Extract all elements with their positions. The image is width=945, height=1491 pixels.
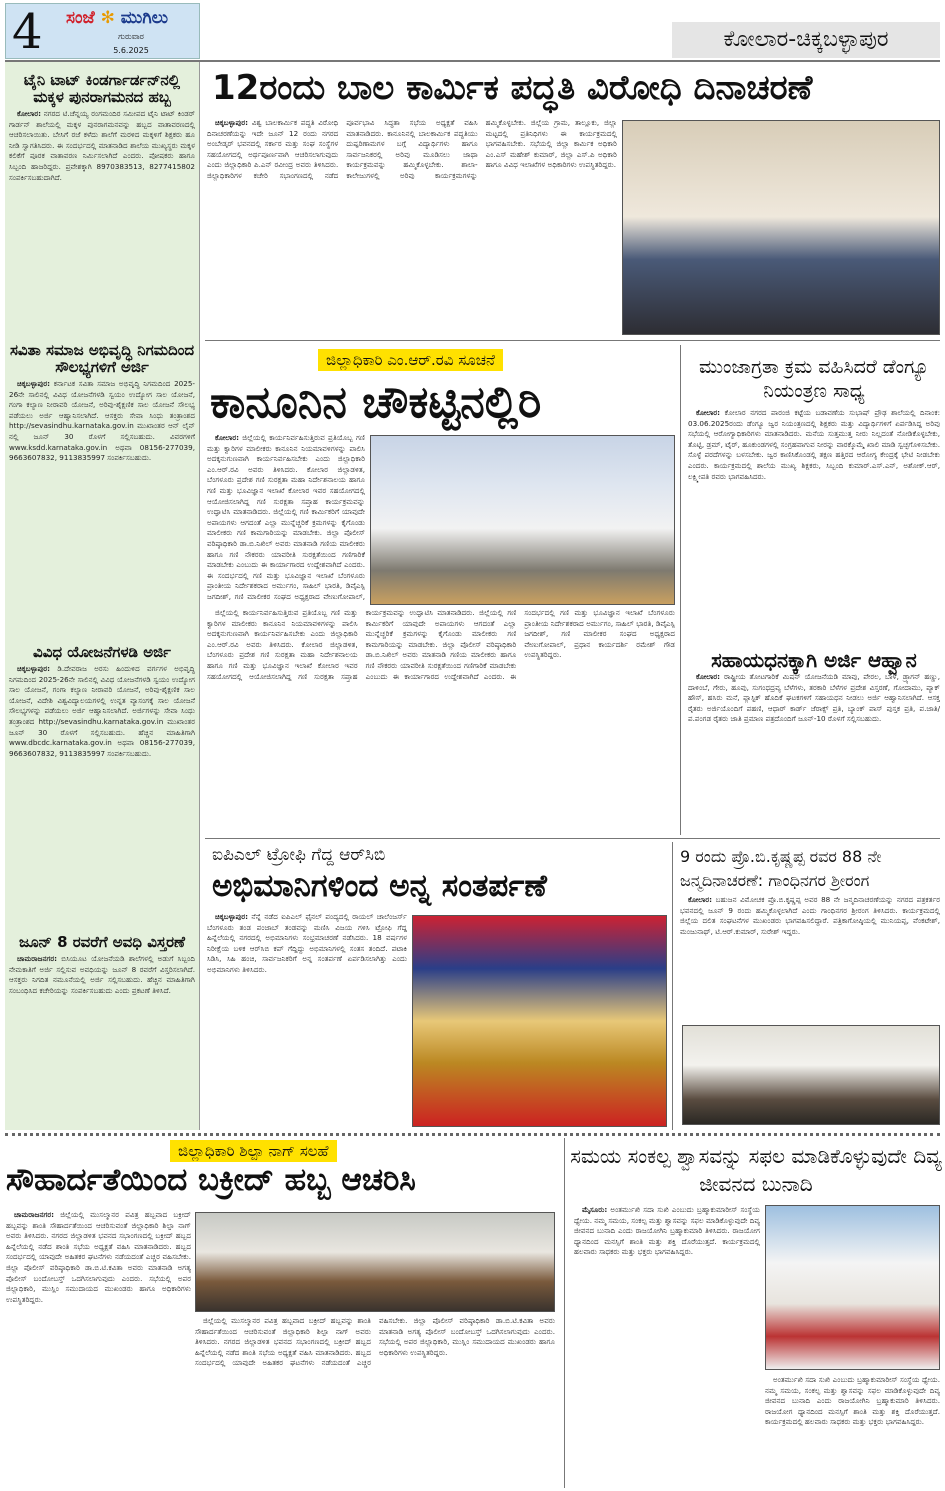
brief-headline: ಟೈನಿ ಟಾಟ್ ಕಿಂಡರ್ಗಾರ್ಡನ್‌ನಲ್ಲಿ ಮಕ್ಕಳ ಪುನರಾಗಮನದ ಹಬ್ಬ	[23, 71, 181, 106]
divider	[672, 842, 673, 1130]
brief	[9, 66, 195, 336]
day-label: ಗುರುವಾರ	[118, 32, 144, 41]
divider	[564, 1138, 565, 1488]
masthead	[5, 3, 200, 59]
brief	[9, 638, 195, 928]
story7-kicker: ಜಿಲ್ಲಾಧಿಕಾರಿ ಶಿಲ್ಪಾ ನಾಗ್ ಸಲಹೆ	[170, 1140, 337, 1162]
brief-body: ಚಿಕ್ಕಬಳ್ಳಾಪುರ: ಡಿ.ದೇವರಾಜ ಅರಸು ಹಿಂದುಳಿದ ವರ್ಗಗಳ ಅಭಿವೃದ್ಧಿ ನಿಗಮದಿಂದ 2025-26ನೇ ಸಾಲಿನಲ್ಲಿ ವಿವಿಧ ಯೋಜನೆಗಳಡಿ ಸ್ವಯಂ ಉದ್ಯೋಗ ಸಾಲ ಯೋಜನೆ, ಗಂಗಾ ಕಲ್ಯಾಣ ನೀರಾವರಿ ಯೋಜನೆ, ಅರಿವು-ಶೈಕ್ಷಣಿಕ ಸಾಲ ಯೋಜನೆ, ವಿದೇಶಿ ವಿಶ್ವವಿದ್ಯಾಲಯಗಳಲ್ಲಿ ಉನ್ನತ ವ್ಯಾಸಂಗಕ್ಕೆ ಸಾಲ ಯೋಜನೆ ಸೌಲಭ್ಯಗಳನ್ನು ಪಡೆಯಲು ಅರ್ಜಿ ಆಹ್ವಾನಿಸಲಾಗಿದೆ. ಅರ್ಜಿಗಳನ್ನು ಸೇವಾ ಸಿಂಧು ತಂತ್ರಾಂಶದ http://sevasindhu.karnataka.gov.in ಮುಖಾಂತರ ಜೂನ್ 30 ರೊಳಗೆ ಸಲ್ಲಿಸಬಹುದು. ಹೆಚ್ಚಿನ ಮಾಹಿತಿಗಾಗಿ www.dbcdc.karnataka.gov.in ಅಥವಾ 08156-277039, 9663607832, 9113835997 ಸಂಪರ್ಕಿಸಬಹುದು.	[9, 664, 195, 758]
story2-kicker: ಜಿಲ್ಲಾಧಿಕಾರಿ ಎಂ.ಆರ್.ರವಿ ಸೂಚನೆ	[318, 349, 503, 371]
story7-headline: ಸೌಹಾರ್ದತೆಯಿಂದ ಬಕ್ರೀದ್ ಹಬ್ಬ ಆಚರಿಸಿ	[6, 1162, 416, 1198]
brief-headline: ಜೂನ್ 8 ರವರೆಗೆ ಅವಧಿ ವಿಸ್ತರಣೆ	[19, 933, 185, 951]
story4-headline: ಸಹಾಯಧನಕ್ಕಾಗಿ ಅರ್ಜಿ ಆಹ್ವಾನ	[711, 648, 917, 672]
story3-body: ಕೋಲಾರ: ಕೋಲಾರ ನಗರದ ಪಾರಂಜಿ ಕಟ್ಟೆಯ ಬಡಾವಣೆಯ ಸುಭಾಷ್ ಪ್ರೌಢ ಶಾಲೆಯಲ್ಲಿ ದಿನಾಂಕ: 03.06.2025ರಂದು ಡೆಂಗ್ಯೂ ಜ್ವರ ನಿಯಂತ್ರಣದಲ್ಲಿ ಶಿಕ್ಷಕರು ಮತ್ತು ವಿದ್ಯಾರ್ಥಿಗಳಿಗೆ ಏರ್ಪಡಿಸಿದ್ದ ಅರಿವು ಸಭೆಯಲ್ಲಿ ಆರೋಗ್ಯಾಧಿಕಾರಿಗಳು ಮಾತನಾಡಿದರು. ಮನೆಯ ಸುತ್ತಮುತ್ತ ನೀರು ನಿಲ್ಲದಂತೆ ನೋಡಿಕೊಳ್ಳಬೇಕು, ತೊಟ್ಟಿ, ಡ್ರಮ್, ಟೈರ್, ಹೂಕುಂಡಗಳಲ್ಲಿ ಸಂಗ್ರಹವಾಗುವ ನೀರನ್ನು ವಾರಕ್ಕೊಮ್ಮೆ ಖಾಲಿ ಮಾಡಿ ಸ್ವಚ್ಛಗೊಳಿಸಬೇಕು. ಸೊಳ್ಳೆ ಪರದೆಗಳನ್ನು ಬಳಸಬೇಕು. ಜ್ವರ ಕಾಣಿಸಿಕೊಂಡಲ್ಲಿ ತಕ್ಷಣ ಹತ್ತಿರದ ಆರೋಗ್ಯ ಕೇಂದ್ರಕ್ಕೆ ಭೇಟಿ ನೀಡಬೇಕು ಎಂದರು. ಕಾರ್ಯಕ್ರಮದಲ್ಲಿ ಶಾಲೆಯ ಮುಖ್ಯ ಶಿಕ್ಷಕರು, ಸಿಬ್ಬಂದಿ ಕುಮಾರ್.ಎಸ್.ಎನ್, ಅಶೋಕ್.ಆರ್, ಲಕ್ಷ್ಮೀಪತಿ ರವರು ಭಾಗವಹಿಸಿದರು.	[688, 408, 940, 481]
section-title: ಕೋಲಾರ-ಚಿಕ್ಕಬಳ್ಳಾಪುರ	[672, 22, 940, 58]
story1-headline: 12ರಂದು ಬಾಲ ಕಾರ್ಮಿಕ ಪದ್ಧತಿ ವಿರೋಧಿ ದಿನಾಚರಣೆ	[212, 68, 813, 108]
story5-body: ಚಿಕ್ಕಬಳ್ಳಾಪುರ: ನೆನ್ನೆ ನಡೆದ ಐಪಿಎಲ್ ಫೈನಲ್ ಪಂದ್ಯದಲ್ಲಿ ರಾಯಲ್ ಚಾಲೆಂಜರ್ಸ್ ಬೆಂಗಳೂರು ತಂಡ ಪಂಜಾಬ್ ತಂಡವನ್ನು ಮಣಿಸಿ ವಿಜಯ ಗಳಿಸಿ ಟ್ರೋಫಿ ಗೆದ್ದ ಹಿನ್ನೆಲೆಯಲ್ಲಿ ನಗರದಲ್ಲಿ ಅಭಿಮಾನಿಗಳು ಸಂಭ್ರಮಾಚರಣೆ ನಡೆಸಿದರು. 18 ವರ್ಷಗಳ ನಿರೀಕ್ಷೆಯ ಬಳಿಕ ಆರ್‌ಸಿಬಿ ಕಪ್ ಗೆದ್ದಿದ್ದು ಅಭಿಮಾನಿಗಳಲ್ಲಿ ಸಂತಸ ತಂದಿದೆ. ಪಟಾಕಿ ಸಿಡಿಸಿ, ಸಿಹಿ ಹಂಚಿ, ಸಾರ್ವಜನಿಕರಿಗೆ ಅನ್ನ ಸಂತರ್ಪಣೆ ಏರ್ಪಡಿಸಲಾಗಿತ್ತು ಎಂದು ಅಭಿಮಾನಿಗಳು ತಿಳಿಸಿದರು.	[207, 912, 407, 974]
story3-headline: ಮುಂಜಾಗ್ರತಾ ಕ್ರಮ ವಹಿಸಿದರೆ ಡೆಂಗ್ಯೂ ನಿಯಂತ್ರಣ ಸಾಧ್ಯ	[698, 356, 930, 402]
story2-body-b: ಜಿಲ್ಲೆಯಲ್ಲಿ ಕಾರ್ಯನಿರ್ವಹಿಸುತ್ತಿರುವ ಪ್ರತಿಯೊಬ್ಬ ಗಣಿ ಮತ್ತು ಕ್ವಾರಿಗಳ ಮಾಲೀಕರು ಕಾನೂನಿನ ನಿಯಮಾವಳಿಗಳನ್ನು ಪಾಲಿಸಿ ಅದಕ್ಕನುಗುಣವಾಗಿ ಕಾರ್ಯನಿರ್ವಹಿಸಬೇಕು ಎಂದು ಜಿಲ್ಲಾಧಿಕಾರಿ ಎಂ.ಆರ್.ರವಿ ಅವರು ತಿಳಿಸಿದರು. ಕೋಲಾರ ಜಿಲ್ಲಾಡಳಿತ, ಬೆಂಗಳೂರು ಪ್ರದೇಶ ಗಣಿ ಸುರಕ್ಷತಾ ಮಹಾ ನಿರ್ದೇಶನಾಲಯ ಹಾಗೂ ಗಣಿ ಮತ್ತು ಭೂವಿಜ್ಞಾನ ಇಲಾಖೆ ಕೋಲಾರ ಇವರ ಸಹಯೋಗದಲ್ಲಿ ಆಯೋಜಿಸಲಾಗಿದ್ದ ಗಣಿ ಸುರಕ್ಷತಾ ಸಪ್ತಾಹ ಕಾರ್ಯಕ್ರಮವನ್ನು ಉದ್ಘಾಟಿಸಿ ಮಾತನಾಡಿದರು. ಜಿಲ್ಲೆಯಲ್ಲಿ ಗಣಿ ಕಾರ್ಮಿಕರಿಗೆ ಯಾವುದೇ ಅಪಾಯಗಳು ಆಗದಂತೆ ಎಲ್ಲಾ ಮುನ್ನೆಚ್ಚರಿಕೆ ಕ್ರಮಗಳನ್ನು ಕೈಗೊಂಡು ಮಾಲೀಕರು ಗಣಿ ಕಾಮಗಾರಿಯನ್ನು ಮಾಡಬೇಕು. ಜಿಲ್ಲಾ ಪೊಲೀಸ್ ವರಿಷ್ಠಾಧಿಕಾರಿ ಡಾ.ಬಿ.ನಿಖಿಲ್ ಅವರು ಮಾತನಾಡಿ ಗಣಿಯ ಮಾಲೀಕರು ಹಾಗೂ ಗಣಿ ನೌಕರರು ಯಾವರೀತಿ ಸುರಕ್ಷತೆಯಿಂದ ಗಣಿಗಾರಿಕೆ ಮಾಡಬೇಕು ಎಂಬುದು ಈ ಕಾರ್ಯಾಗಾರದ ಉದ್ದೇಶವಾಗಿದೆ ಎಂದರು. ಈ ಸಂದರ್ಭದಲ್ಲಿ ಗಣಿ ಮತ್ತು ಭೂವಿಜ್ಞಾನ ಇಲಾಖೆ ಬೆಂಗಳೂರು ಪ್ರಾಂತೀಯ ನಿರ್ದೇಶಕರಾದ ಅರ್ಮುಗಂ, ಸಾಹಿಲ್ ಭಾರತಿ, ಡಿವೈಎಸ್ಪಿ ಜಗದೀಶ್, ಗಣಿ ಮಾಲೀಕರ ಸಂಘದ ಅಧ್ಯಕ್ಷರಾದ ವೇಣುಗೋಪಾಲ್, ಪ್ರಧಾನ ಕಾರ್ಯದರ್ಶಿ ರಮೇಶ್ ಗೌಡ ಉಪಸ್ಥಿತರಿದ್ದರು.	[207, 608, 675, 681]
brief-body: ಚಾಮರಾಜನಗರ: ಬಿಸಿಯೂಟ ಯೋಜನೆಯಡಿ ಶಾಲೆಗಳಲ್ಲಿ ಅಡುಗೆ ಸಿಬ್ಬಂದಿ ನೇಮಕಾತಿಗೆ ಅರ್ಜಿ ಸಲ್ಲಿಸುವ ಅವಧಿಯನ್ನು ಜೂನ್ 8 ರವರೆಗೆ ವಿಸ್ತರಿಸಲಾಗಿದೆ. ಆಸಕ್ತರು ನಿಗದಿತ ನಮೂನೆಯಲ್ಲಿ ಅರ್ಜಿ ಸಲ್ಲಿಸಬಹುದು. ಹೆಚ್ಚಿನ ಮಾಹಿತಿಗಾಗಿ ಸಂಬಂಧಿಸಿದ ಕಚೇರಿಯನ್ನು ಸಂಪರ್ಕಿಸಬಹುದು ಎಂದು ಪ್ರಕಟಣೆ ತಿಳಿಸಿದೆ.	[9, 954, 195, 995]
story8-body-a: ಮೈಸೂರು: ಅಂತರ್ಮುಖಿ ಸದಾ ಸುಖಿ ಎಂಬುದು ಬ್ರಹ್ಮಾಕುಮಾರೀಸ್ ಸಂಸ್ಥೆಯ ಧ್ಯೇಯ. ನಮ್ಮ ಸಮಯ, ಸಂಕಲ್ಪ ಮತ್ತು ಶ್ವಾಸವನ್ನು ಸಫಲ ಮಾಡಿಕೊಳ್ಳುವುದೇ ದಿವ್ಯ ಜೀವನದ ಬುನಾದಿ ಎಂದು ರಾಜಯೋಗಿನಿ ಬ್ರಹ್ಮಾಕುಮಾರಿ ತಿಳಿಸಿದರು. ರಾಜಯೋಗ ಧ್ಯಾನದಿಂದ ಮನಸ್ಸಿಗೆ ಶಾಂತಿ ಮತ್ತು ಶಕ್ತಿ ದೊರೆಯುತ್ತದೆ. ಕಾರ್ಯಕ್ರಮದಲ್ಲಿ ಹಲವಾರು ಸಾಧಕರು ಮತ್ತು ಭಕ್ತರು ಭಾಗವಹಿಸಿದ್ದರು.	[574, 1205, 760, 1257]
story6-headline: 9 ರಂದು ಪ್ರೊ.ಬಿ.ಕೃಷ್ಣಪ್ಪ ರವರ 88 ನೇ ಜನ್ಮದಿನಾಚರಣೆ: ಗಾಂಧಿನಗರ ಶ್ರೀರಂಗ	[680, 847, 882, 890]
brief-headline: ಸವಿತಾ ಸಮಾಜ ಅಭಿವೃದ್ಧಿ ನಿಗಮದಿಂದ ಸೌಲಭ್ಯಗಳಿಗೆ ಅರ್ಜಿ	[9, 341, 195, 376]
brief	[9, 336, 195, 638]
story7-body-a: ಚಾಮರಾಜನಗರ: ಜಿಲ್ಲೆಯಲ್ಲಿ ಮುಸಲ್ಮಾನರ ಪವಿತ್ರ ಹಬ್ಬವಾದ ಬಕ್ರೀದ್ ಹಬ್ಬವನ್ನು ಶಾಂತಿ ಸೌಹಾರ್ದತೆಯಿಂದ ಆಚರಿಸುವಂತೆ ಜಿಲ್ಲಾಧಿಕಾರಿ ಶಿಲ್ಪಾ ನಾಗ್ ಅವರು ತಿಳಿಸಿದರು. ನಗರದ ಜಿಲ್ಲಾಡಳಿತ ಭವನದ ಸಭಾಂಗಣದಲ್ಲಿ ಬಕ್ರೀದ್ ಹಬ್ಬದ ಹಿನ್ನೆಲೆಯಲ್ಲಿ ನಡೆದ ಶಾಂತಿ ಸಭೆಯ ಅಧ್ಯಕ್ಷತೆ ವಹಿಸಿ ಮಾತನಾಡಿದರು. ಹಬ್ಬದ ಸಂದರ್ಭದಲ್ಲಿ ಯಾವುದೇ ಅಹಿತಕರ ಘಟನೆಗಳು ನಡೆಯದಂತೆ ಎಚ್ಚರ ವಹಿಸಬೇಕು. ಜಿಲ್ಲಾ ಪೊಲೀಸ್ ವರಿಷ್ಠಾಧಿಕಾರಿ ಡಾ.ಬಿ.ಟಿ.ಕವಿತಾ ಅವರು ಮಾತನಾಡಿ ಅಗತ್ಯ ಪೊಲೀಸ್ ಬಂದೋಬಸ್ತ್ ಒದಗಿಸಲಾಗುವುದು ಎಂದರು. ಸಭೆಯಲ್ಲಿ ಅಪರ ಜಿಲ್ಲಾಧಿಕಾರಿ, ಮುಸ್ಲಿಂ ಸಮುದಾಯದ ಮುಖಂಡರು ಹಾಗೂ ಅಧಿಕಾರಿಗಳು ಉಪಸ್ಥಿತರಿದ್ದರು.	[6, 1210, 191, 1304]
divider	[5, 1133, 940, 1136]
brief	[9, 934, 195, 998]
release-photo	[682, 1025, 940, 1125]
story2-headline: ಕಾನೂನಿನ ಚೌಕಟ್ಟಿನಲ್ಲಿರಿ	[210, 377, 542, 428]
story5-kicker: ಐಪಿಎಲ್ ಟ್ರೋಫಿ ಗೆದ್ದ ಆರ್‌ಸಿಬಿ	[212, 845, 386, 865]
event-photo	[370, 435, 675, 605]
left-briefs-column	[5, 62, 200, 1130]
date-label: 5.6.2025	[113, 46, 149, 55]
spiritual-event-photo	[765, 1205, 940, 1370]
divider	[680, 345, 681, 835]
story4-body: ಕೋಲಾರ: ರಾಷ್ಟ್ರೀಯ ತೋಟಗಾರಿಕೆ ಮಿಷನ್ ಯೋಜನೆಯಡಿ ಮಾವು, ಪೇರಲ, ಬಾಳೆ, ಡ್ರ್ಯಾಗನ್ ಹಣ್ಣು, ದಾಳಿಂಬೆ, ಗೇರು, ಹೂವು, ಸುಗಂಧದ್ರವ್ಯ ಬೆಳೆಗಳು, ತರಕಾರಿ ಬೆಳೆಗಳ ಪ್ರದೇಶ ವಿಸ್ತರಣೆ, ಗೋದಾಮು, ಪ್ಯಾಕ್ ಹೌಸ್, ಹಸಿರು ಮನೆ, ಪ್ಲಾಸ್ಟಿಕ್ ಹೊದಿಕೆ ಘಟಕಗಳಿಗೆ ಸಹಾಯಧನ ನೀಡಲು ಅರ್ಜಿ ಆಹ್ವಾನಿಸಲಾಗಿದೆ. ಆಸಕ್ತ ರೈತರು ಅರ್ಜಿಯೊಂದಿಗೆ ಪಹಣಿ, ಆಧಾರ್ ಕಾರ್ಡ್ ಜೆರಾಕ್ಸ್ ಪ್ರತಿ, ಬ್ಯಾಂಕ್ ಪಾಸ್ ಪುಸ್ತಕ ಪ್ರತಿ, ಪ.ಜಾತಿ/ಪ.ಪಂಗಡ ರೈತರು ಜಾತಿ ಪ್ರಮಾಣ ಪತ್ರದೊಂದಿಗೆ ಜೂನ್-10 ರೊಳಗೆ ಸಲ್ಲಿಸಬಹುದು.	[688, 672, 940, 724]
brief-headline: ವಿವಿಧ ಯೋಜನೆಗಳಡಿ ಅರ್ಜಿ	[33, 643, 171, 661]
story8-headline: ಸಮಯ ಸಂಕಲ್ಪ ಶ್ವಾಸವನ್ನು ಸಫಲ ಮಾಡಿಕೊಳ್ಳುವುದೇ ದಿವ್ಯ ಜೀವನದ ಬುನಾದಿ	[570, 1144, 942, 1196]
brief-body: ಚಿಕ್ಕಬಳ್ಳಾಪುರ: ಕರ್ನಾಟಕ ಸವಿತಾ ಸಮಾಜ ಅಭಿವೃದ್ಧಿ ನಿಗಮದಿಂದ 2025-26ನೇ ಸಾಲಿನಲ್ಲಿ ವಿವಿಧ ಯೋಜನೆಗಳಡಿ ಸ್ವಯಂ ಉದ್ಯೋಗ ಸಾಲ ಯೋಜನೆ, ಗಂಗಾ ಕಲ್ಯಾಣ ನೀರಾವರಿ ಯೋಜನೆ, ಅರಿವು-ಶೈಕ್ಷಣಿಕ ಸಾಲ ಯೋಜನೆ ಸೌಲಭ್ಯ ಪಡೆಯಲು ಅರ್ಜಿ ಆಹ್ವಾನಿಸಲಾಗಿದೆ. ಆಸಕ್ತರು ಸೇವಾ ಸಿಂಧು ತಂತ್ರಾಂಶದ http://sevasindhu.karnataka.gov.in ಮುಖಾಂತರ ಆನ್ ಲೈನ್ ನಲ್ಲಿ ಜೂನ್ 30 ರೊಳಗೆ ಸಲ್ಲಿಸಬಹುದು. ವಿವರಗಳಿಗೆ www.ksdd.karnataka.gov.in ಅಥವಾ 08156-277039, 9663607832, 9113835997 ಸಂಪರ್ಕಿಸಬಹುದು.	[9, 379, 195, 463]
rcb-fans-photo	[412, 915, 667, 1127]
story1-body: ಚಿಕ್ಕಬಳ್ಳಾಪುರ: ವಿಶ್ವ ಬಾಲಕಾರ್ಮಿಕ ಪದ್ಧತಿ ವಿರೋಧಿ ದಿನಾಚರಣೆಯನ್ನು ಇದೇ ಜೂನ್ 12 ರಂದು ನಗರದ ಅಂಬೇಡ್ಕರ್ ಭವನದಲ್ಲಿ ಸರ್ಕಾರ ಮತ್ತು ಸಂಘ ಸಂಸ್ಥೆಗಳ ಸಹಯೋಗದಲ್ಲಿ ಅರ್ಥಪೂರ್ಣವಾಗಿ ಆಚರಿಸಲಾಗುವುದು ಎಂದು ಜಿಲ್ಲಾಧಿಕಾರಿ ಪಿ.ಎನ್ ರವೀಂದ್ರ ಅವರು ತಿಳಿಸಿದರು. ಜಿಲ್ಲಾಧಿಕಾರಿಗಳ ಕಚೇರಿ ಸಭಾಂಗಣದಲ್ಲಿ ನಡೆದ ಪೂರ್ವಭಾವಿ ಸಿದ್ಧತಾ ಸಭೆಯ ಅಧ್ಯಕ್ಷತೆ ವಹಿಸಿ ಮಾತನಾಡಿದರು. ಕಾನೂನಿನಲ್ಲಿ ಬಾಲಕಾರ್ಮಿಕ ಪದ್ಧತಿಯು ದುಷ್ಪರಿಣಾಮಗಳ ಬಗ್ಗೆ ವಿದ್ಯಾರ್ಥಿಗಳು ಹಾಗೂ ಸಾರ್ವಜನಿಕರಲ್ಲಿ ಅರಿವು ಮೂಡಿಸಲು ಜಾಥಾ ಕಾರ್ಯಕ್ರಮವನ್ನು ಹಮ್ಮಿಕೊಳ್ಳಬೇಕು. ಶಾಲಾ-ಕಾಲೇಜುಗಳಲ್ಲಿ ಅರಿವು ಕಾರ್ಯಕ್ರಮಗಳನ್ನು ಹಮ್ಮಿಕೊಳ್ಳಬೇಕು. ಜಿಲ್ಲೆಯ ಗ್ರಾಮ, ತಾಲ್ಲೂಕು, ಜಿಲ್ಲಾ ಮಟ್ಟದಲ್ಲಿ ಪ್ರತಿನಿಧಿಗಳು ಈ ಕಾರ್ಯಕ್ರಮದಲ್ಲಿ ಭಾಗವಹಿಸಬೇಕು. ಸಭೆಯಲ್ಲಿ ಜಿಲ್ಲಾ ಕಾರ್ಮಿಕ ಅಧಿಕಾರಿ ಎಂ.ಎಸ್ ಮಹೇಶ್ ಕುಮಾರ್, ಜಿಲ್ಲಾ ಎಸ್.ಪಿ ಅಧಿಕಾರಿ ಹಾಗೂ ವಿವಿಧ ಇಲಾಖೆಗಳ ಅಧಿಕಾರಿಗಳು ಉಪಸ್ಥಿತರಿದ್ದರು.	[207, 118, 617, 180]
logo-part-b: ಮುಗಿಲು	[120, 8, 169, 28]
page-number: 4	[12, 4, 43, 60]
story7-body-b: ಜಿಲ್ಲೆಯಲ್ಲಿ ಮುಸಲ್ಮಾನರ ಪವಿತ್ರ ಹಬ್ಬವಾದ ಬಕ್ರೀದ್ ಹಬ್ಬವನ್ನು ಶಾಂತಿ ಸೌಹಾರ್ದತೆಯಿಂದ ಆಚರಿಸುವಂತೆ ಜಿಲ್ಲಾಧಿಕಾರಿ ಶಿಲ್ಪಾ ನಾಗ್ ಅವರು ತಿಳಿಸಿದರು. ನಗರದ ಜಿಲ್ಲಾಡಳಿತ ಭವನದ ಸಭಾಂಗಣದಲ್ಲಿ ಬಕ್ರೀದ್ ಹಬ್ಬದ ಹಿನ್ನೆಲೆಯಲ್ಲಿ ನಡೆದ ಶಾಂತಿ ಸಭೆಯ ಅಧ್ಯಕ್ಷತೆ ವಹಿಸಿ ಮಾತನಾಡಿದರು. ಹಬ್ಬದ ಸಂದರ್ಭದಲ್ಲಿ ಯಾವುದೇ ಅಹಿತಕರ ಘಟನೆಗಳು ನಡೆಯದಂತೆ ಎಚ್ಚರ ವಹಿಸಬೇಕು. ಜಿಲ್ಲಾ ಪೊಲೀಸ್ ವರಿಷ್ಠಾಧಿಕಾರಿ ಡಾ.ಬಿ.ಟಿ.ಕವಿತಾ ಅವರು ಮಾತನಾಡಿ ಅಗತ್ಯ ಪೊಲೀಸ್ ಬಂದೋಬಸ್ತ್ ಒದಗಿಸಲಾಗುವುದು ಎಂದರು. ಸಭೆಯಲ್ಲಿ ಅಪರ ಜಿಲ್ಲಾಧಿಕಾರಿ, ಮುಸ್ಲಿಂ ಸಮುದಾಯದ ಮುಖಂಡರು ಹಾಗೂ ಅಧಿಕಾರಿಗಳು ಉಪಸ್ಥಿತರಿದ್ದರು.	[195, 1316, 555, 1368]
palm-icon: ✻	[100, 8, 115, 28]
newspaper-logo	[66, 8, 168, 28]
story5-headline: ಅಭಿಮಾನಿಗಳಿಂದ ಅನ್ನ ಸಂತರ್ಪಣೆ	[212, 868, 547, 904]
story6-body: ಕೋಲಾರ: ಬಹುಜನ ವಿಮೋಚಕ ಪ್ರೊ.ಬಿ.ಕೃಷ್ಣಪ್ಪ ಅವರ 88 ನೇ ಜನ್ಮದಿನಾಚರಣೆಯನ್ನು ನಗರದ ಪತ್ರಕರ್ತರ ಭವನದಲ್ಲಿ ಜೂನ್ 9 ರಂದು ಹಮ್ಮಿಕೊಳ್ಳಲಾಗಿದೆ ಎಂದು ಗಾಂಧಿನಗರ ಶ್ರೀರಂಗ ತಿಳಿಸಿದರು. ಕಾರ್ಯಕ್ರಮದಲ್ಲಿ ಜಿಲ್ಲೆಯ ದಲಿತ ಸಂಘಟನೆಗಳ ಮುಖಂಡರು ಭಾಗವಹಿಸಲಿದ್ದಾರೆ. ಪತ್ರಿಕಾಗೋಷ್ಠಿಯಲ್ಲಿ ಮುನಿಯಪ್ಪ, ವೆಂಕಟೇಶ್, ಮಂಜುನಾಥ್, ಟಿ.ಆರ್.ಕುಮಾರ್, ಸುರೇಶ್ ಇದ್ದರು.	[680, 895, 940, 936]
peace-meeting-photo	[195, 1212, 555, 1312]
story2-body-a: ಕೋಲಾರ: ಜಿಲ್ಲೆಯಲ್ಲಿ ಕಾರ್ಯನಿರ್ವಹಿಸುತ್ತಿರುವ ಪ್ರತಿಯೊಬ್ಬ ಗಣಿ ಮತ್ತು ಕ್ವಾರಿಗಳ ಮಾಲೀಕರು ಕಾನೂನಿನ ನಿಯಮಾವಳಿಗಳನ್ನು ಪಾಲಿಸಿ ಅದಕ್ಕನುಗುಣವಾಗಿ ಕಾರ್ಯನಿರ್ವಹಿಸಬೇಕು ಎಂದು ಜಿಲ್ಲಾಧಿಕಾರಿ ಎಂ.ಆರ್.ರವಿ ಅವರು ತಿಳಿಸಿದರು. ಕೋಲಾರ ಜಿಲ್ಲಾಡಳಿತ, ಬೆಂಗಳೂರು ಪ್ರದೇಶ ಗಣಿ ಸುರಕ್ಷತಾ ಮಹಾ ನಿರ್ದೇಶನಾಲಯ ಹಾಗೂ ಗಣಿ ಮತ್ತು ಭೂವಿಜ್ಞಾನ ಇಲಾಖೆ ಕೋಲಾರ ಇವರ ಸಹಯೋಗದಲ್ಲಿ ಆಯೋಜಿಸಲಾಗಿದ್ದ ಗಣಿ ಸುರಕ್ಷತಾ ಸಪ್ತಾಹ ಕಾರ್ಯಕ್ರಮವನ್ನು ಉದ್ಘಾಟಿಸಿ ಮಾತನಾಡಿದರು. ಜಿಲ್ಲೆಯಲ್ಲಿ ಗಣಿ ಕಾರ್ಮಿಕರಿಗೆ ಯಾವುದೇ ಅಪಾಯಗಳು ಆಗದಂತೆ ಎಲ್ಲಾ ಮುನ್ನೆಚ್ಚರಿಕೆ ಕ್ರಮಗಳನ್ನು ಕೈಗೊಂಡು ಮಾಲೀಕರು ಗಣಿ ಕಾಮಗಾರಿಯನ್ನು ಮಾಡಬೇಕು. ಜಿಲ್ಲಾ ಪೊಲೀಸ್ ವರಿಷ್ಠಾಧಿಕಾರಿ ಡಾ.ಬಿ.ನಿಖಿಲ್ ಅವರು ಮಾತನಾಡಿ ಗಣಿಯ ಮಾಲೀಕರು ಹಾಗೂ ಗಣಿ ನೌಕರರು ಯಾವರೀತಿ ಸುರಕ್ಷತೆಯಿಂದ ಗಣಿಗಾರಿಕೆ ಮಾಡಬೇಕು ಎಂಬುದು ಈ ಕಾರ್ಯಾಗಾರದ ಉದ್ದೇಶವಾಗಿದೆ ಎಂದರು. ಈ ಸಂದರ್ಭದಲ್ಲಿ ಗಣಿ ಮತ್ತು ಭೂವಿಜ್ಞಾನ ಇಲಾಖೆ ಬೆಂಗಳೂರು ಪ್ರಾಂತೀಯ ನಿರ್ದೇಶಕರಾದ ಅರ್ಮುಗಂ, ಸಾಹಿಲ್ ಭಾರತಿ, ಡಿವೈಎಸ್ಪಿ ಜಗದೀಶ್, ಗಣಿ ಮಾಲೀಕರ ಸಂಘದ ಅಧ್ಯಕ್ಷರಾದ ವೇಣುಗೋಪಾಲ್,	[207, 433, 365, 601]
brief-body: ಕೋಲಾರ: ನಗರದ ಟಿ.ಚೆನ್ನಯ್ಯ ರಂಗಮಂದಿರ ಸಮೀಪದ ಟೈನಿ ಟಾಟ್ ಕಿಂಡರ್ ಗಾರ್ಡನ್ ಶಾಲೆಯಲ್ಲಿ ಮಕ್ಕಳ ಪುನರಾಗಮನವನ್ನು ಹಬ್ಬದ ವಾತಾವರಣದಲ್ಲಿ ಆಚರಿಸಲಾಯಿತು. ಬೇಸಿಗೆ ರಜೆ ಕಳೆದು ಶಾಲೆಗೆ ಮರಳಿದ ಮಕ್ಕಳಿಗೆ ಶಿಕ್ಷಕರು ಹೂ ನೀಡಿ ಸ್ವಾಗತಿಸಿದರು. ಈ ಸಂದರ್ಭದಲ್ಲಿ ಮಾತನಾಡಿದ ಶಾಲೆಯ ಮುಖ್ಯಸ್ಥರು ಮಕ್ಕಳ ಕಲಿಕೆಗೆ ಪೂರಕ ವಾತಾವರಣ ನಿರ್ಮಿಸಲಾಗಿದೆ ಎಂದರು. ಪೋಷಕರು ಹಾಗೂ ಸಿಬ್ಬಂದಿ ಹಾಜರಿದ್ದರು. ಪ್ರವೇಶಕ್ಕಾಗಿ 8970383513, 8277415802 ಸಂಪರ್ಕಿಸಬಹುದಾಗಿದೆ.	[9, 109, 195, 182]
divider	[205, 340, 940, 341]
logo-part-a: ಸಂಜೆ	[66, 8, 95, 28]
meeting-photo	[622, 120, 940, 335]
divider	[205, 838, 940, 839]
story8-body-b: ಅಂತರ್ಮುಖಿ ಸದಾ ಸುಖಿ ಎಂಬುದು ಬ್ರಹ್ಮಾಕುಮಾರೀಸ್ ಸಂಸ್ಥೆಯ ಧ್ಯೇಯ. ನಮ್ಮ ಸಮಯ, ಸಂಕಲ್ಪ ಮತ್ತು ಶ್ವಾಸವನ್ನು ಸಫಲ ಮಾಡಿಕೊಳ್ಳುವುದೇ ದಿವ್ಯ ಜೀವನದ ಬುನಾದಿ ಎಂದು ರಾಜಯೋಗಿನಿ ಬ್ರಹ್ಮಾಕುಮಾರಿ ತಿಳಿಸಿದರು. ರಾಜಯೋಗ ಧ್ಯಾನದಿಂದ ಮನಸ್ಸಿಗೆ ಶಾಂತಿ ಮತ್ತು ಶಕ್ತಿ ದೊರೆಯುತ್ತದೆ. ಕಾರ್ಯಕ್ರಮದಲ್ಲಿ ಹಲವಾರು ಸಾಧಕರು ಮತ್ತು ಭಕ್ತರು ಭಾಗವಹಿಸಿದ್ದರು.	[765, 1375, 940, 1427]
